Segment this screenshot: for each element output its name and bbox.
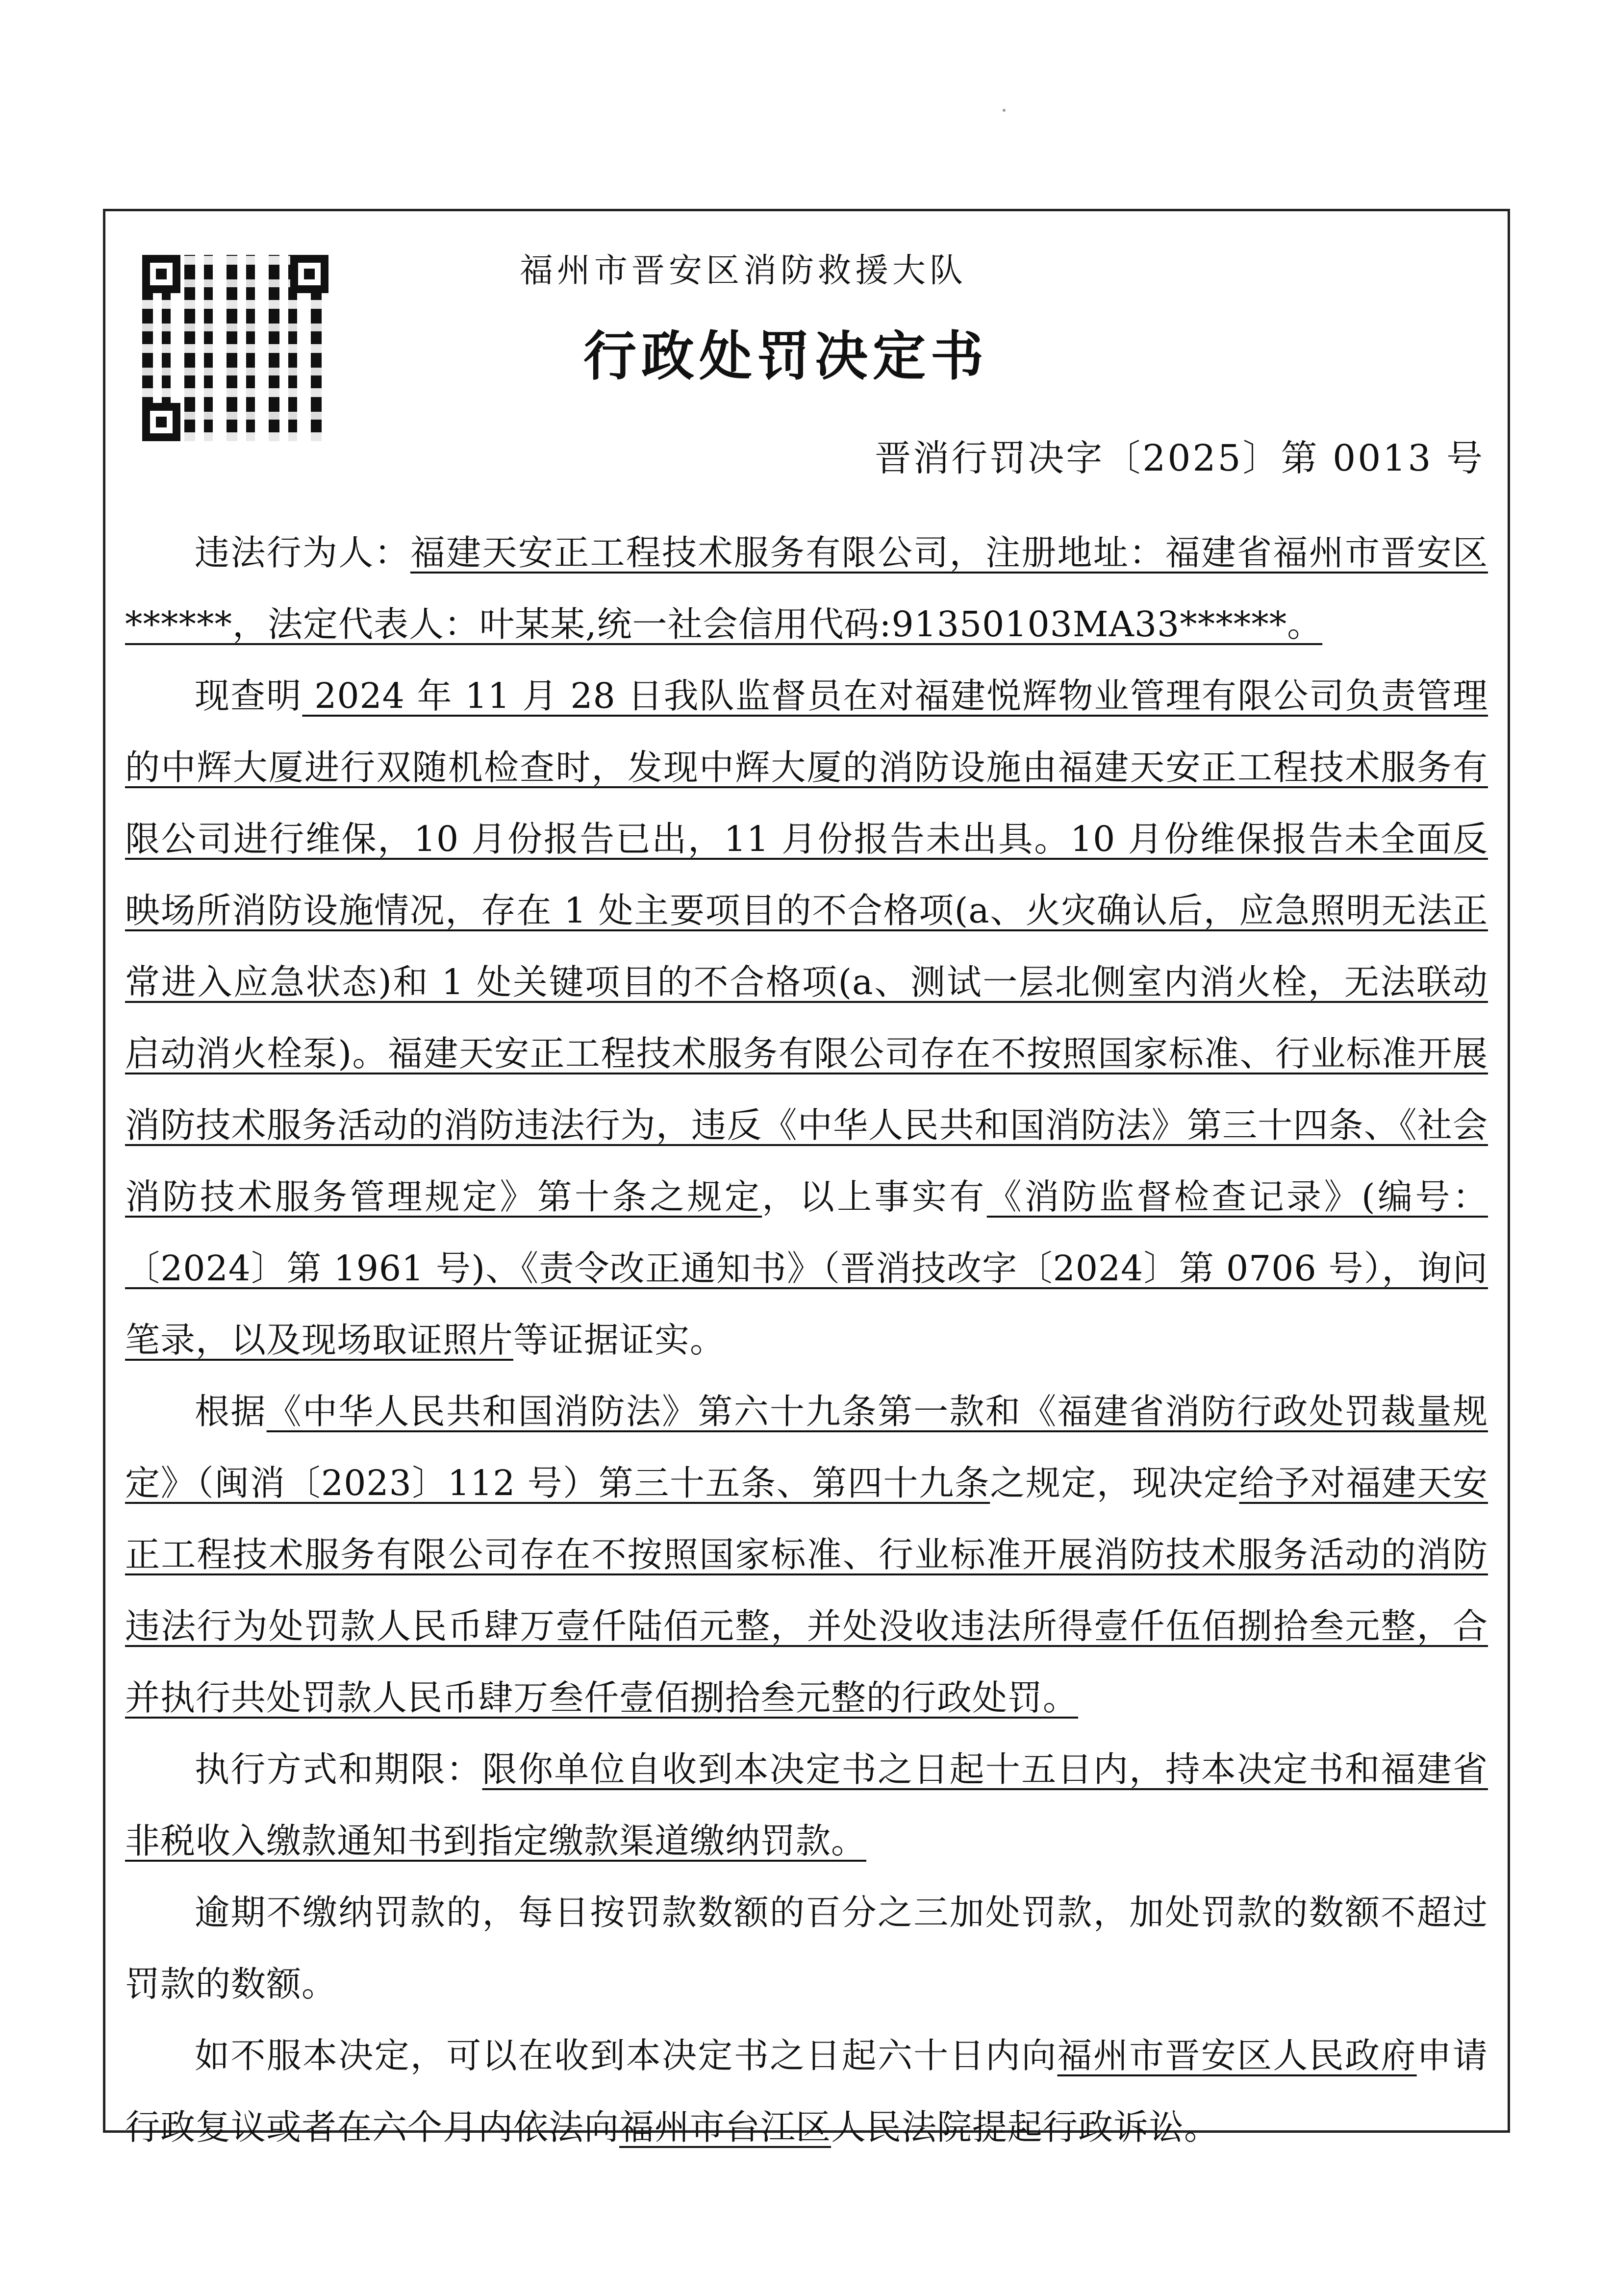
paragraph-offender	[125, 517, 1488, 660]
underlined-segment: 福州市晋安区人民政府	[1057, 2035, 1417, 2076]
underlined-segment: 福建天安正工程技术服务有限公司，注册地址：福建省福州市晋安区******，法定代表人：叶某某,统一社会信用代码:91350103MA33******。	[125, 532, 1488, 645]
qr-finder-top-right	[290, 255, 328, 293]
text-segment: 逾期不缴纳罚款的，每日按罚款数额的百分之三加处罚款，加处罚款的数额不超过罚款的数额。	[125, 1892, 1488, 2004]
document-number: 晋消行罚决字〔2025〕第 0013 号	[875, 437, 1485, 479]
underlined-segment: 福州市台江区	[619, 2107, 832, 2147]
text-segment: 违法行为人：	[195, 532, 410, 573]
underlined-segment: 2024 年 11 月 28 日我队监督员在对福建悦辉物业管理有限公司负责管理的中辉大厦进行双随机检查时，发现中辉大厦的消防设施由福建天安正工程技术服务有限公司进行维保，10 月份报告已出，11 月份报告未出具。10 月份维保报告未全面反映场所消防设施情况，存在 1 处主要项目的不合格项(a、火灾确认后，应急照明无法正常进入应急状态)和 1 处关键项目的不合格项(a、测试一层北侧室内消火栓，无法联动启动消火栓泵)。福建天安正工程技术服务有限公司存在不按照国家标准、行业标准开展消防技术服务活动的消防违法行为，违反《中华人民共和国消防法》第三十四条、《社会消防技术服务管理规定》第十条之规定	[125, 675, 1488, 1217]
underlined-segment: 给予对福建天安正工程技术服务有限公司存在不按照国家标准、行业标准开展消防技术服务活动的消防违法行为处罚款人民币肆万壹仟陆佰元整，并处没收违法所得壹仟伍佰捌拾叁元整，合并执行共处罚款人民币肆万叁仟壹佰捌拾叁元整的行政处罚。	[125, 1463, 1488, 1718]
text-segment: 等证据证实。	[513, 1320, 726, 1360]
underlined-segment: 《消防监督检查记录》(编号：〔2024〕第 1961 号)、《责令改正通知书》（晋消技改字〔2024〕第 0706 号），询问笔录，以及现场取证照片	[125, 1176, 1488, 1360]
text-segment: 根据	[195, 1391, 267, 1432]
paragraph-decision	[125, 1376, 1488, 1734]
qr-finder-top-left	[142, 255, 180, 293]
text-segment: 申请行政复议或者在六个月内依法向	[125, 2035, 1488, 2147]
text-segment: 人民法院提起行政诉讼。	[831, 2107, 1220, 2147]
text-segment: 执行方式和期限：	[195, 1749, 482, 1790]
paragraph-execution	[125, 1734, 1488, 1877]
underlined-segment: 《中华人民共和国消防法》第六十九条第一款和《福建省消防行政处罚裁量规定》（闽消〔2023〕112 号）第三十五条、第四十九条	[125, 1391, 1488, 1503]
issuing-organization: 福州市晋安区消防救援大队	[520, 251, 967, 290]
document-body	[125, 517, 1488, 2163]
underlined-segment: 限你单位自收到本决定书之日起十五日内，持本决定书和福建省非税收入缴款通知书到指定缴款渠道缴纳罚款。	[125, 1749, 1488, 1861]
document-title: 行政处罚决定书	[583, 325, 989, 387]
paragraph-late-penalty	[125, 1877, 1488, 2020]
paragraph-appeal	[125, 2020, 1488, 2163]
scan-speck	[1003, 109, 1006, 112]
text-segment: 现查明	[195, 675, 302, 716]
qr-finder-bottom-left	[142, 403, 180, 441]
text-segment: 如不服本决定，可以在收到本决定书之日起六十日内向	[195, 2035, 1058, 2076]
text-segment: ，以上事实有	[762, 1176, 987, 1217]
paragraph-findings	[125, 660, 1488, 1376]
qr-code	[142, 255, 328, 441]
text-segment: 之规定，现决定	[990, 1463, 1239, 1503]
